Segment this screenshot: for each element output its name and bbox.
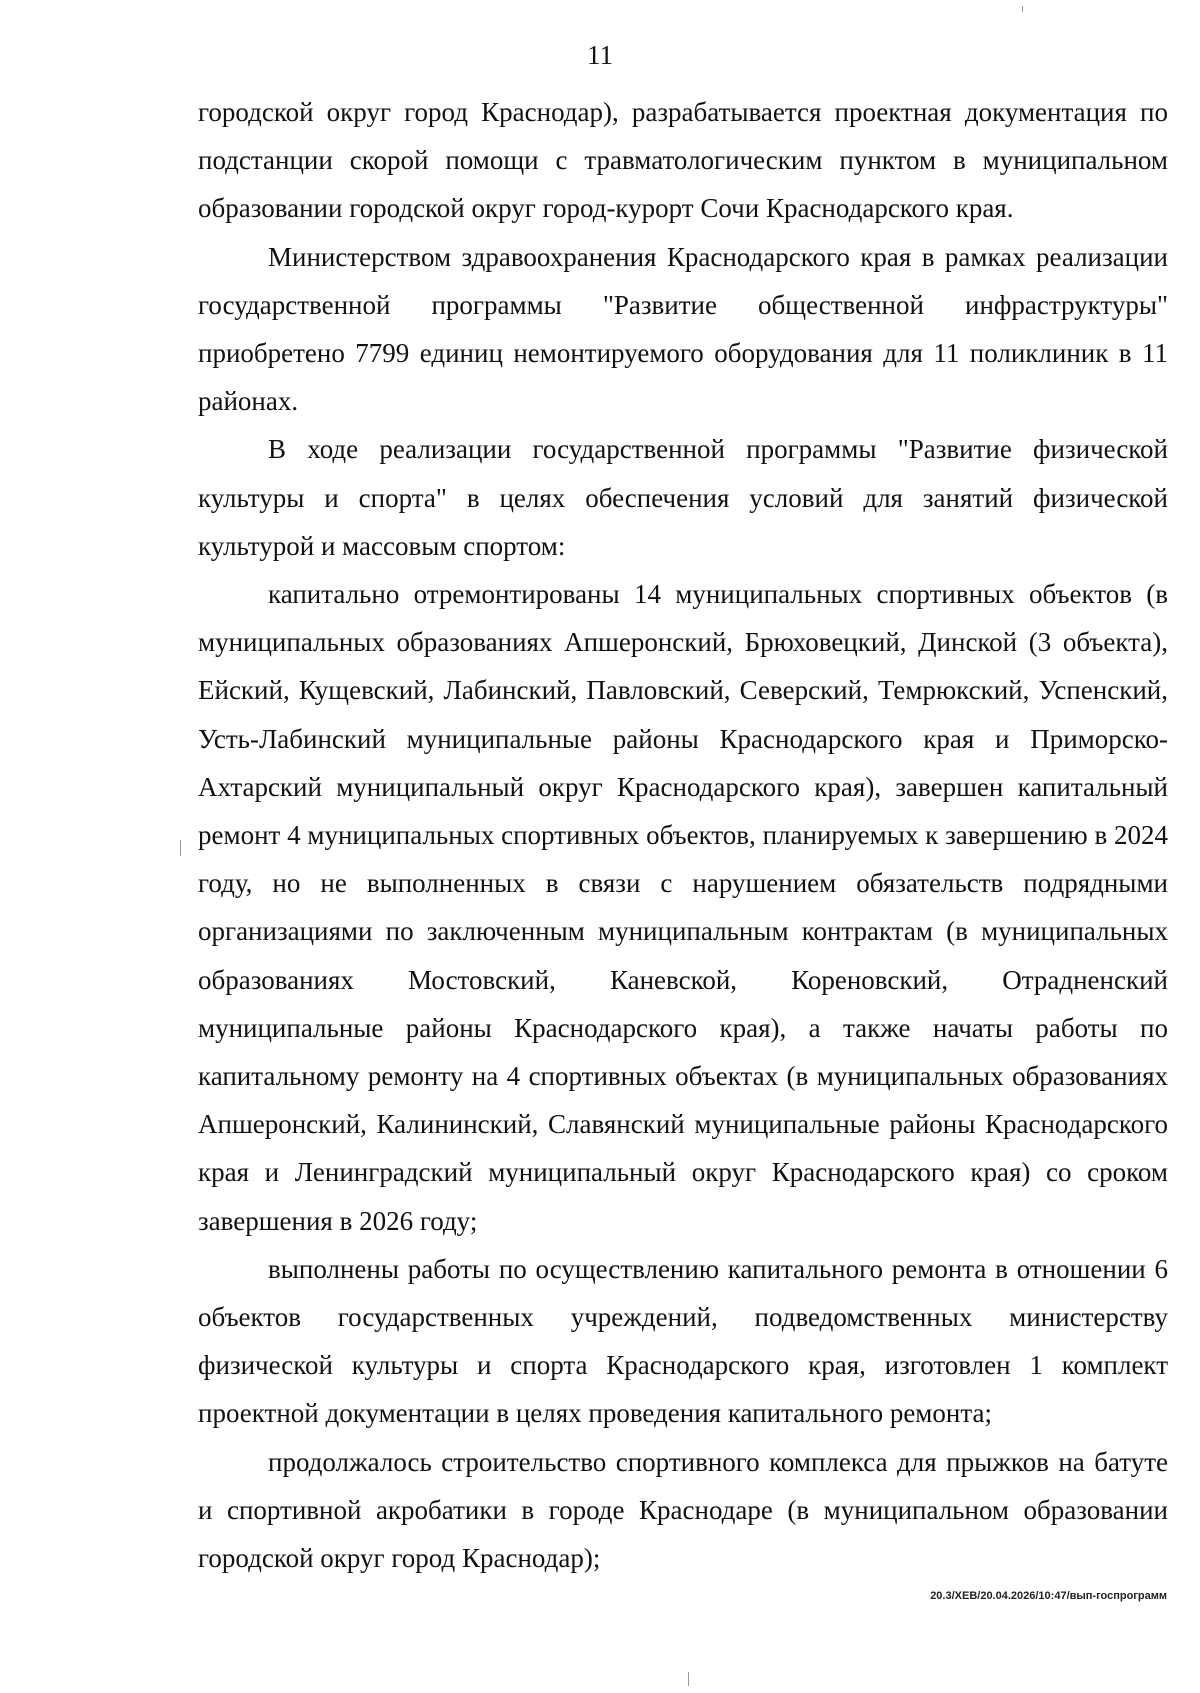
document-footer-code: 20.3/ХЕВ/20.04.2026/10:47/вып-госпрограмм: [930, 1590, 1167, 1602]
paragraph-continuation: городской округ город Краснодар), разрабатывается проектная документация по подстанции скорой помощи с травматологическим пунктом в муниципальном образовании городской округ город-курорт Сочи Краснодарского края.: [198, 97, 1168, 224]
paragraph-state-institution-repairs: выполнены работы по осуществлению капитального ремонта в отношении 6 объектов государственных учреждений, подведомственных министерству физической культуры и спорта Краснодарского края, изготовлен 1 комплект проектной документации в целях проведения капитального ремонта;: [198, 1253, 1168, 1429]
page-number: 11: [587, 40, 613, 70]
document-body: [198, 88, 1168, 1582]
scan-artifact: [688, 1672, 689, 1686]
paragraph-health-ministry: Министерством здравоохранения Краснодарского края в рамках реализации государственной программы "Развитие общественной инфраструктуры" приобретено 7799 единиц немонтируемого оборудования для 11 поликлиник в 11 районах.: [198, 241, 1168, 417]
scan-artifact: [180, 840, 181, 856]
paragraph-municipal-sport-repairs: капитально отремонтированы 14 муниципальных спортивных объектов (в муниципальных образованиях Апшеронский, Брюховецкий, Динской (3 объекта), Ейский, Кущевский, Лабинский, Павловский, Северский, Темрюкский, Успенский, Усть-Лабинский муниципальные районы Краснодарского края и Приморско-Ахтарский муниципальный округ Краснодарского края), завершен капитальный ремонт 4 муниципальных спортивных объектов, планируемых к завершению в 2024 году, но не выполненных в связи с нарушением обязательств подрядными организациями по заключенным муниципальным контрактам (в муниципальных образованиях Мостовский, Каневской, Кореновский, Отрадненский муниципальные районы Краснодарского края), а также начаты работы по капитальному ремонту на 4 спортивных объектах (в муниципальных образованиях Апшеронский, Калининский, Славянский муниципальные районы Краснодарского края и Ленинградский муниципальный округ Краснодарского края) со сроком завершения в 2026 году;: [198, 579, 1168, 1236]
paragraph-trampoline-complex: продолжалось строительство спортивного комплекса для прыжков на батуте и спортивной акробатики в городе Краснодаре (в муниципальном образовании городской округ город Краснодар);: [198, 1446, 1168, 1574]
scan-artifact: [1022, 6, 1023, 12]
paragraph-sport-program-intro: В ходе реализации государственной программы "Развитие физической культуры и спорта" в целях обеспечения условий для занятий физической культурой и массовым спортом:: [198, 434, 1168, 561]
